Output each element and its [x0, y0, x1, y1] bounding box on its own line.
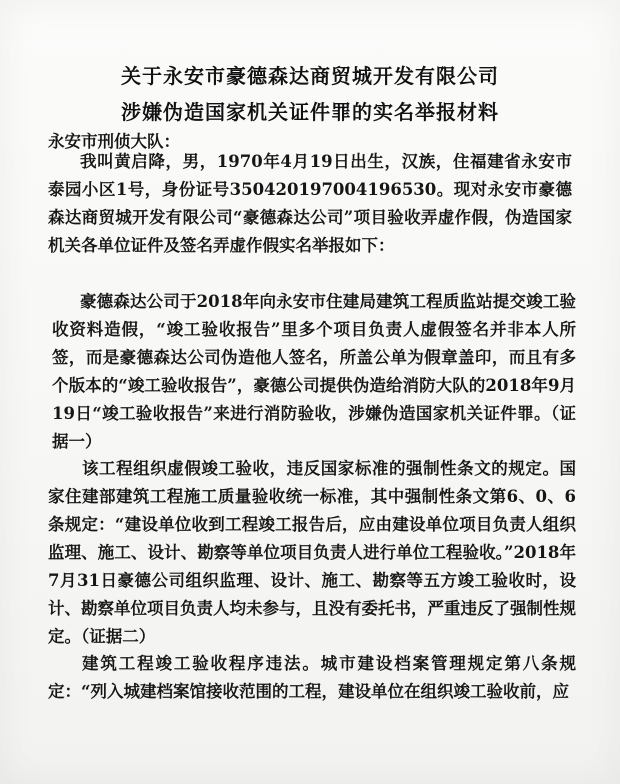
paragraph-procedure-violation: 建筑工程竣工验收程序违法。城市建设档案管理规定第八条规定：“列入城建档案馆接收范围的工程，建设单位在组织竣工验收前，应 [48, 654, 576, 701]
paragraph-identity: 我叫黄启降，男，1970年4月19日出生，汉族，住福建省永安市泰园小区1号，身份证号350420197004196530。现对永安市豪德森达商贸城开发有限公司“豪德森达公司”项目验收弄虚作假，伪造国家机关各单位证件及签名弄虚作假实名举报如下： [48, 152, 572, 255]
title-line-2: 涉嫌伪造国家机关证件罪的实名举报材料 [121, 100, 499, 124]
title-line-1: 关于永安市豪德森达商贸城开发有限公司 [121, 64, 499, 88]
addressee: 永安市刑侦大队： [48, 132, 180, 151]
paragraph-false-inspection: 该工程组织虚假竣工验收，违反国家标准的强制性条文的规定。国家住建部建筑工程施工质量验收统一标准，其中强制性条文第6、0、6条规定：“建设单位收到工程竣工报告后，应由建设单位项目负责人组织监理、施工、设计、勘察等单位项目负责人进行单位工程验收。”2018年7月31日豪德公司组织监理、设计、施工、勘察等五方竣工验收时，设计、勘察单位项目负责人均未参与，且没有委托书，严重违反了强制性规定。（证据二） [48, 459, 576, 646]
paragraph-acceptance-fraud: 豪德森达公司于2018年向永安市住建局建筑工程质监站提交竣工验收资料造假，“竣工验收报告”里多个项目负责人虚假签名并非本人所签，而是豪德森达公司伪造他人签名，所盖公单为假章盖印，而且有多个版本的“竣工验收报告”，豪德公司提供伪造给消防大队的2018年9月19日“竣工验收报告”来进行消防验收，涉嫌伪造国家机关证件罪。（证据一） [52, 292, 576, 451]
